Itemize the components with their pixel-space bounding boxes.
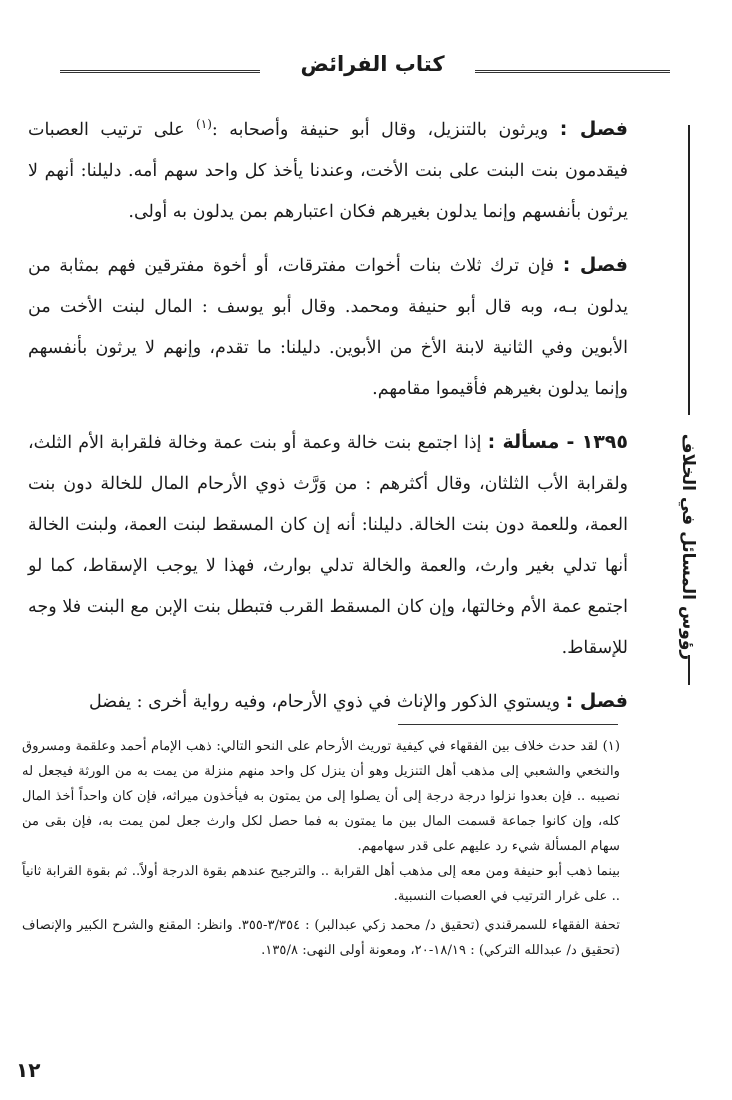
- masala-lead: ١٣٩٥ - مسألة :: [487, 430, 628, 453]
- footnote-marker: (١): [196, 117, 212, 131]
- paragraph-text: على ترتيب العصبات فيقدمون بنت البنت على بنت الأخت، وعندنا يأخذ كل واحد سهم أمه. دليلنا: أنهم لا يرثون بأنفسهم وإنما يدلون بغيرهم فكان اعتبارهم بمن يدلون به أولى.: [28, 119, 628, 222]
- main-text: [28, 104, 628, 735]
- footnote-1-sources: تحفة الفقهاء للسمرقندي (تحقيق د/ محمد زكي عبدالبر) : ٣/٣٥٤-٣٥٥. وانظر: المقنع والشرح الكبير والإنصاف (تحقيق د/ عبدالله التركي) : ١٨/١٩-٢٠، ومعونة أولى النهى: ١٣٥/٨.: [22, 918, 620, 958]
- paragraph-text: إذا اجتمع بنت خالة وعمة أو بنت عمة وخالة فلقرابة الأم الثلث، ولقرابة الأب الثلثان، وقال أكثرهم : من وَرَّث ذوي الأرحام المال للخالة دون بنت العمة، وللعمة دون بنت الخالة. دليلنا: أنه إن كان المسقط لبنت العمة، ولبنت الخالة أنها تدلي بغير وارث، والعمة والخالة تدلي بوارث، فهذا لا يوجب الإسقاط، كما لو اجتمع عمة الأم وخالتها، وإن كان المسقط القرب فتبطل بنت الإبن مع البنت فلا وجه للإسقاط.: [28, 432, 628, 658]
- header-rule-left: [60, 70, 260, 73]
- header-rule-right: [475, 70, 670, 73]
- section-lead: فصل :: [565, 689, 628, 712]
- section-lead: فصل :: [562, 253, 628, 276]
- footnotes: [22, 734, 620, 963]
- footnote-separator: [398, 724, 618, 725]
- paragraph-masala-1395: [28, 422, 628, 669]
- footnote-1: (١) لقد حدث خلاف بين الفقهاء في كيفية توريث الأرحام على النحو التالي: ذهب الإمام أحمد وعلقمة ومسروق والنخعي والشعبي إلى مذهب أهل التنزيل وهو أن ينزل كل واحد منهم منزلة من يمت به من الورثة فيجعل له نصيبه .. فإن بعدوا نزلوا درجة درجة إلى أن يصلوا إلى من يمتون به فيأخذون ميراثه، فإن كان واحداً أخذ المال كله، وإن كانوا جماعة قسمت المال بين ما يمتون به فما حصل لكل وارث جعل لمن يمت به، فإن بقى من سهام المسألة شيء رد عليهم على قدر سهامهم.: [22, 739, 620, 854]
- side-running-head: [646, 125, 730, 685]
- page-number: ١٢: [16, 1058, 41, 1082]
- section-lead: فصل :: [559, 117, 628, 140]
- chapter-title: كتاب الفرائض: [300, 52, 445, 76]
- side-rule-top: [688, 125, 690, 415]
- side-running-head-label: رؤوس المسائل في الخلاف: [678, 433, 698, 661]
- paragraph-text: ويرثون بالتنزيل، وقال أبو حنيفة وأصحابه :: [211, 119, 560, 140]
- paragraph-text: فإن ترك ثلاث بنات أخوات مفترقات، أو أخوة مفترقين فهم بمثابة من يدلون بـه، وبه قال أبو حنيفة ومحمد. وقال أبو يوسف : المال لبنت الأخت من الأبوين وفي الثانية لابنة الأخ من الأبوين. دليلنا: ما تقدم، وإنهم لا يرثون بأنفسهم وإنما يدلون بغيرهم فأقيموا مقامهم.: [28, 255, 628, 399]
- page-header: [60, 52, 670, 88]
- paragraph-fasl-3: [28, 681, 628, 723]
- paragraph-fasl-1: [28, 104, 628, 233]
- paragraph-fasl-2: [28, 245, 628, 410]
- side-rule-bottom: [688, 655, 690, 685]
- footnote-1-cont: بينما ذهب أبو حنيفة ومن معه إلى مذهب أهل القرابة .. والترجيح عندهم بقوة الدرجة أولاً.. ثم بقوة القرابة ثانياً .. على غرار الترتيب في العصبات النسبية.: [22, 864, 620, 904]
- paragraph-text: ويستوي الذكور والإناث في ذوي الأرحام، وفيه رواية أخرى : يفضل: [88, 691, 566, 712]
